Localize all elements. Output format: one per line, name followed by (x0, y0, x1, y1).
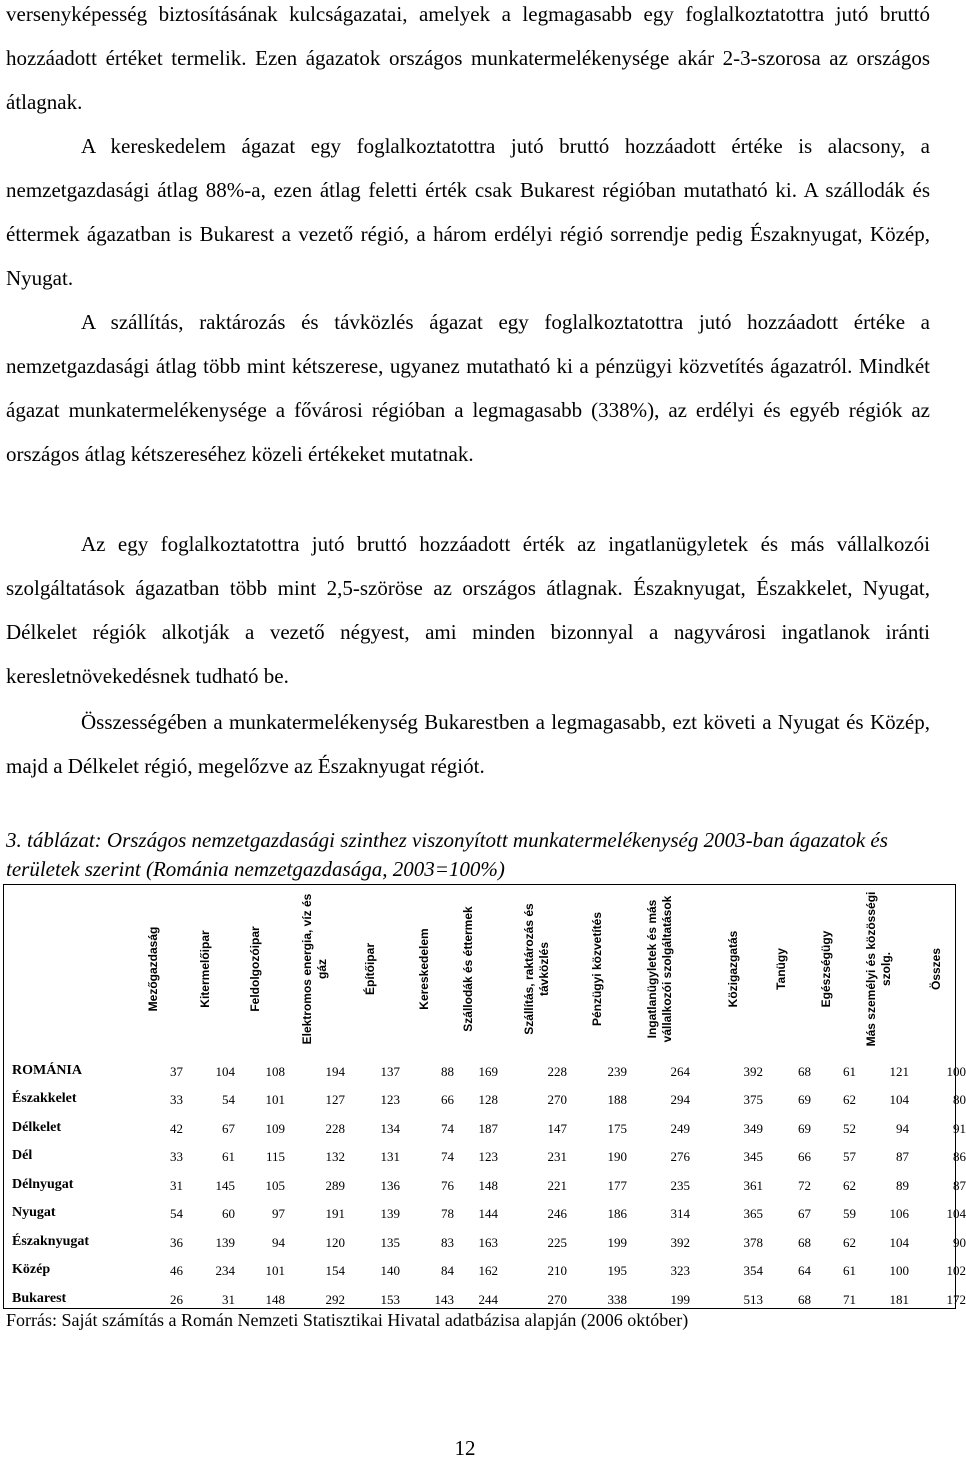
table-cell: 292 (325, 1292, 345, 1307)
table-cell: 246 (547, 1206, 567, 1221)
table-cell: 86 (953, 1149, 966, 1164)
column-header-label: Összes (928, 947, 943, 991)
table-cell: 74 (441, 1149, 454, 1164)
table-cell: 71 (843, 1292, 856, 1307)
row-label: Közép (12, 1262, 51, 1277)
table-cell: 195 (607, 1263, 627, 1278)
table-cell: 61 (222, 1149, 235, 1164)
table-cell: 123 (380, 1092, 400, 1107)
column-header-label: Szállítás, raktározás és távközlés (522, 903, 551, 1035)
table-cell: 345 (743, 1149, 763, 1164)
table-cell: 101 (265, 1263, 285, 1278)
table-cell: 91 (953, 1121, 966, 1136)
table-cell: 172 (946, 1292, 966, 1307)
table-cell: 88 (441, 1064, 454, 1079)
table-cell: 221 (547, 1178, 567, 1193)
table-cell: 62 (843, 1178, 856, 1193)
column-header-label: Mezőgazdaság (145, 926, 160, 1012)
table-cell: 67 (222, 1121, 235, 1136)
table-cell: 349 (743, 1121, 763, 1136)
table-cell: 375 (743, 1092, 763, 1107)
table-cell: 175 (607, 1121, 627, 1136)
table-cell: 147 (547, 1121, 567, 1136)
column-header-label: Közigazgatás (725, 930, 740, 1008)
table-cell: 134 (380, 1121, 400, 1136)
table-cell: 64 (798, 1263, 811, 1278)
column-header-label: Más személyi és közösségi szolg. (864, 891, 893, 1047)
table-cell: 33 (170, 1092, 183, 1107)
table-cell: 140 (380, 1263, 400, 1278)
table-cell: 210 (547, 1263, 567, 1278)
table-cell: 69 (798, 1092, 811, 1107)
table-cell: 68 (798, 1235, 811, 1250)
table-cell: 74 (441, 1121, 454, 1136)
table-cell: 100 (946, 1064, 966, 1079)
table-cell: 121 (889, 1064, 909, 1079)
table-cell: 234 (215, 1263, 235, 1278)
table-cell: 94 (272, 1235, 285, 1250)
table-cell: 145 (215, 1178, 235, 1193)
table-cell: 87 (953, 1178, 966, 1193)
table-cell: 186 (607, 1206, 627, 1221)
table-cell: 33 (170, 1149, 183, 1164)
table-cell: 54 (222, 1092, 235, 1107)
table-cell: 72 (798, 1178, 811, 1193)
table-cell: 365 (743, 1206, 763, 1221)
table-cell: 31 (170, 1178, 183, 1193)
table-cell: 199 (670, 1292, 690, 1307)
column-header-label: Szállodák és éttermek (460, 906, 475, 1032)
table-cell: 148 (478, 1178, 498, 1193)
table-cell: 101 (265, 1092, 285, 1107)
table-cell: 83 (441, 1235, 454, 1250)
table-cell: 181 (889, 1292, 909, 1307)
table-cell: 276 (670, 1149, 690, 1164)
table-cell: 131 (380, 1149, 400, 1164)
table-cell: 378 (743, 1235, 763, 1250)
table-cell: 137 (380, 1064, 400, 1079)
table-cell: 225 (547, 1235, 567, 1250)
table-cell: 104 (889, 1235, 909, 1250)
table-cell: 194 (325, 1064, 345, 1079)
table-cell: 105 (265, 1178, 285, 1193)
table-cell: 154 (325, 1263, 345, 1278)
table-cell: 314 (670, 1206, 690, 1221)
table-cell: 139 (215, 1235, 235, 1250)
table-cell: 191 (325, 1206, 345, 1221)
productivity-table (3, 884, 966, 1309)
table-cell: 392 (743, 1064, 763, 1079)
table-cell: 228 (325, 1121, 345, 1136)
table-caption: 3. táblázat: Országos nemzetgazdasági szinthez viszonyított munkatermelékenység 2003-ban ágazatok és területek szerint (Románia nemzetgazdasága, 2003=100%) (6, 828, 888, 881)
table-cell: 338 (607, 1292, 627, 1307)
table-cell: 26 (170, 1292, 183, 1307)
table-cell: 199 (607, 1235, 627, 1250)
table-cell: 31 (222, 1292, 235, 1307)
table-cell: 61 (843, 1064, 856, 1079)
table-cell: 128 (478, 1092, 498, 1107)
paragraph-2: A kereskedelem ágazat egy foglalkoztatottra jutó bruttó hozzáadott értéke is alacsony, a nemzetgazdasági átlag 88%-a, ezen átlag feletti érték csak Bukarest régióban mutatható ki. A szállodák és éttermek ágazatban is Bukarest a vezető régió, a három erdélyi régió sorrendje pedig Északnyugat, Közép, Nyugat. (6, 134, 930, 290)
table-cell: 513 (743, 1292, 763, 1307)
table-cell: 42 (170, 1121, 183, 1136)
table-cell: 37 (170, 1064, 183, 1079)
table-cell: 123 (478, 1149, 498, 1164)
page-number: 12 (454, 1436, 476, 1460)
column-header-label: Feldolgozóipar (247, 926, 262, 1012)
table-cell: 135 (380, 1235, 400, 1250)
table-cell: 89 (896, 1178, 909, 1193)
table-cell: 68 (798, 1064, 811, 1079)
row-label: Északnyugat (12, 1234, 90, 1249)
table-cell: 187 (478, 1121, 498, 1136)
paragraph-1: versenyképesség biztosításának kulcságazatai, amelyek a legmagasabb egy foglalkoztatottra jutó bruttó hozzáadott értéket termelik. Ezen ágazatok országos munkatermelékenysége akár 2-3-szorosa az országos átlagnak. (6, 2, 930, 114)
table-cell: 228 (547, 1064, 567, 1079)
table-cell: 162 (478, 1263, 498, 1278)
table-cell: 52 (843, 1121, 856, 1136)
table-cell: 264 (670, 1064, 690, 1079)
table-cell: 144 (478, 1206, 498, 1221)
table-cell: 127 (325, 1092, 345, 1107)
table-cell: 177 (607, 1178, 627, 1193)
table-cell: 104 (215, 1064, 235, 1079)
table-cell: 66 (798, 1149, 811, 1164)
table-cell: 323 (670, 1263, 690, 1278)
column-header-label: Pénzügyi közvetítés (589, 911, 604, 1027)
table-cell: 67 (798, 1206, 811, 1221)
table-cell: 78 (441, 1206, 454, 1221)
table-cell: 188 (607, 1092, 627, 1107)
table-cell: 97 (272, 1206, 285, 1221)
table-cell: 190 (607, 1149, 627, 1164)
table-cell: 289 (325, 1178, 345, 1193)
table-cell: 69 (798, 1121, 811, 1136)
table-cell: 169 (478, 1064, 498, 1079)
table-cell: 361 (743, 1178, 763, 1193)
row-label: Délnyugat (12, 1177, 74, 1192)
table-cell: 102 (946, 1263, 966, 1278)
column-header-label: Kitermelőipar (197, 930, 212, 1008)
table-cell: 294 (670, 1092, 690, 1107)
table-cell: 84 (441, 1263, 454, 1278)
column-header-label: Elektromos energia, víz és gáz (300, 893, 329, 1045)
table-cell: 54 (170, 1206, 183, 1221)
table-cell: 148 (265, 1292, 285, 1307)
table-cell: 106 (889, 1206, 909, 1221)
table-cell: 143 (434, 1292, 454, 1307)
table-cell: 57 (843, 1149, 856, 1164)
table-cell: 239 (607, 1064, 627, 1079)
row-label: ROMÁNIA (12, 1063, 82, 1078)
table-cell: 109 (265, 1121, 285, 1136)
column-header-label: Tanügy (773, 948, 788, 990)
row-label: Északkelet (12, 1091, 77, 1106)
table-cell: 61 (843, 1263, 856, 1278)
paragraph-3: A szállítás, raktározás és távközlés ágazat egy foglalkoztatottra jutó hozzáadott értéke a nemzetgazdasági átlag több mint kétszerese, ugyanez mutatható ki a pénzügyi közvetítés ágazatról. Mindkét ágazat munkatermelékenysége a fővárosi régióban a legmagasabb (338%), az erdélyi és egyéb régiók az országos átlag kétszereséhez közeli értékeket mutatnak. (6, 310, 930, 466)
table-cell: 66 (441, 1092, 454, 1107)
table-cell: 244 (478, 1292, 498, 1307)
table-cell: 354 (743, 1263, 763, 1278)
table-cell: 62 (843, 1092, 856, 1107)
table-cell: 270 (547, 1292, 567, 1307)
table-cell: 62 (843, 1235, 856, 1250)
table-cell: 270 (547, 1092, 567, 1107)
table-cell: 115 (265, 1149, 285, 1164)
table-cell: 136 (380, 1178, 400, 1193)
table-cell: 108 (265, 1064, 285, 1079)
table-cell: 104 (946, 1206, 966, 1221)
table-cell: 120 (325, 1235, 345, 1250)
column-header-label: Kereskedelem (416, 928, 431, 1010)
row-label: Nyugat (12, 1205, 56, 1220)
column-header-label: Építőipar (362, 943, 377, 996)
table-cell: 90 (953, 1235, 966, 1250)
table-cell: 68 (798, 1292, 811, 1307)
row-label: Délkelet (12, 1120, 61, 1135)
table-cell: 60 (222, 1206, 235, 1221)
table-cell: 235 (670, 1178, 690, 1193)
paragraph-4: Az egy foglalkoztatottra jutó bruttó hozzáadott érték az ingatlanügyletek és más vállalkozói szolgáltatások ágazatban több mint 2,5-szöröse az országos átlagnak. Északnyugat, Északkelet, Nyugat, Délkelet régiók alkotják a vezető négyest, ami minden bizonnyal a nagyvárosi ingatlanok iránti keresletnövekedésnek tudható be. (6, 532, 930, 688)
table-cell: 76 (441, 1178, 454, 1193)
column-header-label: Egészségügy (818, 930, 833, 1008)
table-cell: 59 (843, 1206, 856, 1221)
table-cell: 80 (953, 1092, 966, 1107)
table-cell: 231 (547, 1149, 567, 1164)
paragraph-5: Összességében a munkatermelékenység Bukarestben a legmagasabb, ezt követi a Nyugat és Közép, majd a Délkelet régió, megelőzve az Északnyugat régiót. (6, 710, 930, 778)
source-note: Forrás: Saját számítás a Román Nemzeti Statisztikai Hivatal adatbázisa alapján (2006 október) (6, 1310, 689, 1330)
table-cell: 36 (170, 1235, 183, 1250)
table-cell: 132 (325, 1149, 345, 1164)
table-cell: 153 (380, 1292, 400, 1307)
table-cell: 100 (889, 1263, 909, 1278)
table-cell: 94 (896, 1121, 909, 1136)
row-label: Dél (12, 1148, 33, 1163)
table-cell: 104 (889, 1092, 909, 1107)
table-cell: 87 (896, 1149, 909, 1164)
table-cell: 139 (380, 1206, 400, 1221)
row-label: Bukarest (12, 1291, 67, 1306)
table-cell: 46 (170, 1263, 183, 1278)
table-cell: 163 (478, 1235, 498, 1250)
column-header-label: Ingatlanügyletek és más vállalkozói szolgáltatások (645, 895, 674, 1043)
table-cell: 392 (670, 1235, 690, 1250)
table-cell: 249 (670, 1121, 690, 1136)
